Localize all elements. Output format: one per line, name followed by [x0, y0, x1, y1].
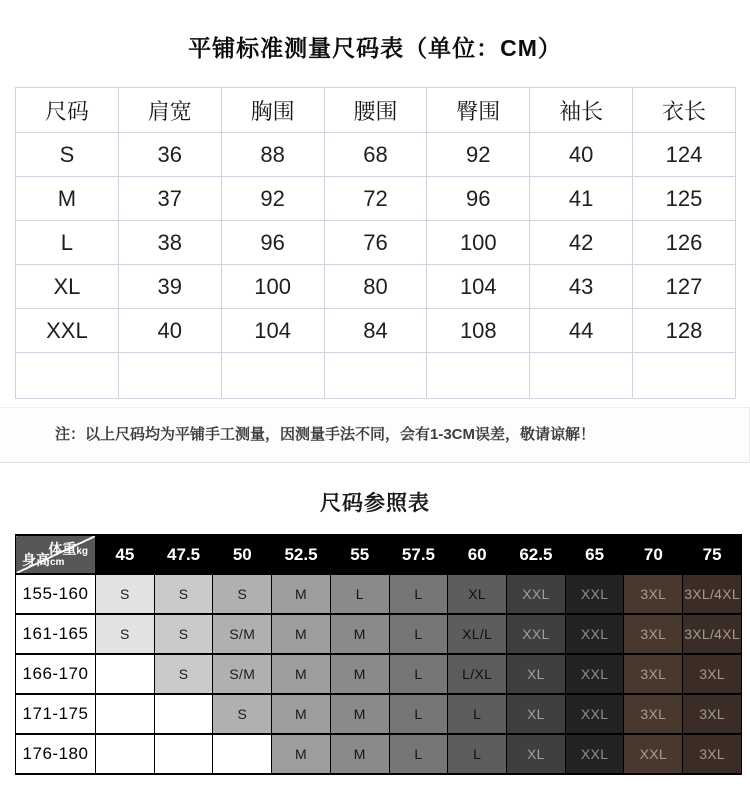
recommended-size-cell: S	[213, 694, 272, 734]
empty-size-cell	[96, 654, 155, 694]
recommended-size-cell: M	[330, 694, 389, 734]
recommended-size-cell: M	[272, 614, 331, 654]
recommended-size-cell: S/M	[213, 654, 272, 694]
weight-axis-label: 体重kg	[48, 541, 88, 557]
measurement-value-cell: 68	[324, 133, 427, 177]
recommended-size-cell: XXL	[565, 614, 624, 654]
height-range-cell: 161-165	[16, 614, 96, 654]
measurement-value-cell: 37	[118, 177, 221, 221]
measurement-row	[16, 133, 736, 177]
measurement-value-cell: 96	[427, 177, 530, 221]
measurement-value-cell: 128	[633, 309, 736, 353]
measurement-value-cell	[324, 353, 427, 399]
recommended-size-cell: XL	[507, 654, 566, 694]
measurement-row	[16, 265, 736, 309]
measurement-value-cell: 127	[633, 265, 736, 309]
weight-header-cell: 70	[624, 535, 683, 574]
recommended-size-cell: L	[389, 734, 448, 774]
measurement-value-cell: 39	[118, 265, 221, 309]
measurement-header-cell: 臀围	[427, 88, 530, 133]
recommended-size-cell: L	[389, 694, 448, 734]
measurement-value-cell: 100	[427, 221, 530, 265]
empty-size-cell	[96, 694, 155, 734]
recommended-size-cell: XXL	[624, 734, 683, 774]
weight-header-cell: 60	[448, 535, 507, 574]
size-label-cell: S	[16, 133, 119, 177]
recommended-size-cell: 3XL	[683, 734, 742, 774]
reference-row	[16, 694, 742, 734]
recommended-size-cell: L	[389, 574, 448, 614]
measurement-value-cell: 42	[530, 221, 633, 265]
height-range-cell: 171-175	[16, 694, 96, 734]
measurement-value-cell: 100	[221, 265, 324, 309]
measurement-header-cell: 肩宽	[118, 88, 221, 133]
size-label-cell: XL	[16, 265, 119, 309]
measurement-value-cell	[427, 353, 530, 399]
measurement-value-cell: 36	[118, 133, 221, 177]
measurement-row	[16, 177, 736, 221]
recommended-size-cell: XL	[448, 574, 507, 614]
weight-header-cell: 65	[565, 535, 624, 574]
measurement-value-cell: 88	[221, 133, 324, 177]
recommended-size-cell: M	[330, 614, 389, 654]
measurement-value-cell: 40	[118, 309, 221, 353]
recommended-size-cell: 3XL	[683, 654, 742, 694]
recommended-size-cell: XXL	[565, 574, 624, 614]
corner-diagonal-cell	[16, 535, 96, 574]
measurement-row	[16, 221, 736, 265]
recommended-size-cell: L/XL	[448, 654, 507, 694]
recommended-size-cell: 3XL	[624, 654, 683, 694]
measurement-header-cell: 胸围	[221, 88, 324, 133]
recommended-size-cell: L	[389, 654, 448, 694]
recommended-size-cell: XL	[507, 694, 566, 734]
weight-header-cell: 55	[330, 535, 389, 574]
recommended-size-cell: L	[448, 694, 507, 734]
height-range-cell: 166-170	[16, 654, 96, 694]
reference-row	[16, 614, 742, 654]
reference-row	[16, 654, 742, 694]
weight-header-cell: 57.5	[389, 535, 448, 574]
recommended-size-cell: 3XL/4XL	[683, 574, 742, 614]
recommended-size-cell: S/M	[213, 614, 272, 654]
recommended-size-cell: 3XL/4XL	[683, 614, 742, 654]
empty-size-cell	[96, 734, 155, 774]
recommended-size-cell: XXL	[565, 734, 624, 774]
measurement-value-cell: 41	[530, 177, 633, 221]
height-range-cell: 176-180	[16, 734, 96, 774]
empty-size-cell	[213, 734, 272, 774]
recommended-size-cell: S	[154, 574, 213, 614]
measurement-header-cell: 衣长	[633, 88, 736, 133]
height-axis-unit: cm	[50, 557, 65, 568]
measurement-value-cell: 84	[324, 309, 427, 353]
reference-table-title: 尺码参照表	[320, 492, 430, 515]
measurement-value-cell: 38	[118, 221, 221, 265]
recommended-size-cell: S	[96, 614, 155, 654]
recommended-size-cell: L	[389, 614, 448, 654]
recommended-size-cell: M	[272, 654, 331, 694]
measurement-value-cell: 125	[633, 177, 736, 221]
measurement-value-cell: 44	[530, 309, 633, 353]
measurement-table-title: 平铺标准测量尺码表（单位：CM）	[188, 35, 562, 61]
measurement-value-cell: 104	[427, 265, 530, 309]
recommended-size-cell: S	[213, 574, 272, 614]
size-label-cell: L	[16, 221, 119, 265]
measurement-value-cell: 108	[427, 309, 530, 353]
measurement-header-cell: 腰围	[324, 88, 427, 133]
recommended-size-cell: 3XL	[624, 694, 683, 734]
measurement-value-cell: 92	[221, 177, 324, 221]
measurement-table-body	[16, 88, 736, 399]
empty-size-cell	[154, 734, 213, 774]
measurement-value-cell: 76	[324, 221, 427, 265]
size-label-cell: M	[16, 177, 119, 221]
measurement-value-cell	[118, 353, 221, 399]
weight-header-cell: 75	[683, 535, 742, 574]
measurement-header-cell: 袖长	[530, 88, 633, 133]
measurement-row	[16, 309, 736, 353]
measurement-value-cell: 40	[530, 133, 633, 177]
measurement-value-cell: 126	[633, 221, 736, 265]
recommended-size-cell: 3XL	[683, 694, 742, 734]
weight-header-cell: 62.5	[507, 535, 566, 574]
empty-size-cell	[154, 694, 213, 734]
measurement-value-cell: 96	[221, 221, 324, 265]
recommended-size-cell: XXL	[507, 614, 566, 654]
weight-axis-unit: kg	[76, 546, 88, 557]
height-range-cell: 155-160	[16, 574, 96, 614]
measurement-value-cell: 80	[324, 265, 427, 309]
measurement-value-cell: 104	[221, 309, 324, 353]
recommended-size-cell: M	[330, 734, 389, 774]
reference-row	[16, 734, 742, 774]
measurement-note: 注：以上尺码均为平铺手工测量，因测量手法不同，会有1-3CM误差，敬请谅解！	[0, 407, 750, 463]
weight-header-cell: 50	[213, 535, 272, 574]
recommended-size-cell: XL	[507, 734, 566, 774]
size-reference-table-body	[16, 535, 742, 774]
recommended-size-cell: S	[154, 654, 213, 694]
measurement-header-row	[16, 88, 736, 133]
size-reference-table	[15, 534, 742, 775]
recommended-size-cell: 3XL	[624, 614, 683, 654]
recommended-size-cell: L	[448, 734, 507, 774]
measurement-value-cell: 72	[324, 177, 427, 221]
reference-row	[16, 574, 742, 614]
measurement-value-cell: 92	[427, 133, 530, 177]
measurement-value-cell: 124	[633, 133, 736, 177]
measurement-value-cell	[221, 353, 324, 399]
recommended-size-cell: L	[330, 574, 389, 614]
weight-header-cell: 47.5	[154, 535, 213, 574]
recommended-size-cell: M	[330, 654, 389, 694]
weight-header-cell: 45	[96, 535, 155, 574]
reference-header-row	[16, 535, 742, 574]
size-label-cell	[16, 353, 119, 399]
measurement-value-cell	[530, 353, 633, 399]
recommended-size-cell: S	[154, 614, 213, 654]
recommended-size-cell: XXL	[565, 694, 624, 734]
recommended-size-cell: M	[272, 734, 331, 774]
size-label-cell: XXL	[16, 309, 119, 353]
recommended-size-cell: 3XL	[624, 574, 683, 614]
measurement-empty-row	[16, 353, 736, 399]
measurement-header-cell: 尺码	[16, 88, 119, 133]
weight-header-cell: 52.5	[272, 535, 331, 574]
measurement-value-cell	[633, 353, 736, 399]
recommended-size-cell: XXL	[507, 574, 566, 614]
recommended-size-cell: M	[272, 694, 331, 734]
recommended-size-cell: XL/L	[448, 614, 507, 654]
height-axis-label: 身高cm	[22, 552, 65, 568]
measurement-value-cell: 43	[530, 265, 633, 309]
recommended-size-cell: S	[96, 574, 155, 614]
recommended-size-cell: XXL	[565, 654, 624, 694]
recommended-size-cell: M	[272, 574, 331, 614]
measurement-table	[15, 87, 736, 399]
